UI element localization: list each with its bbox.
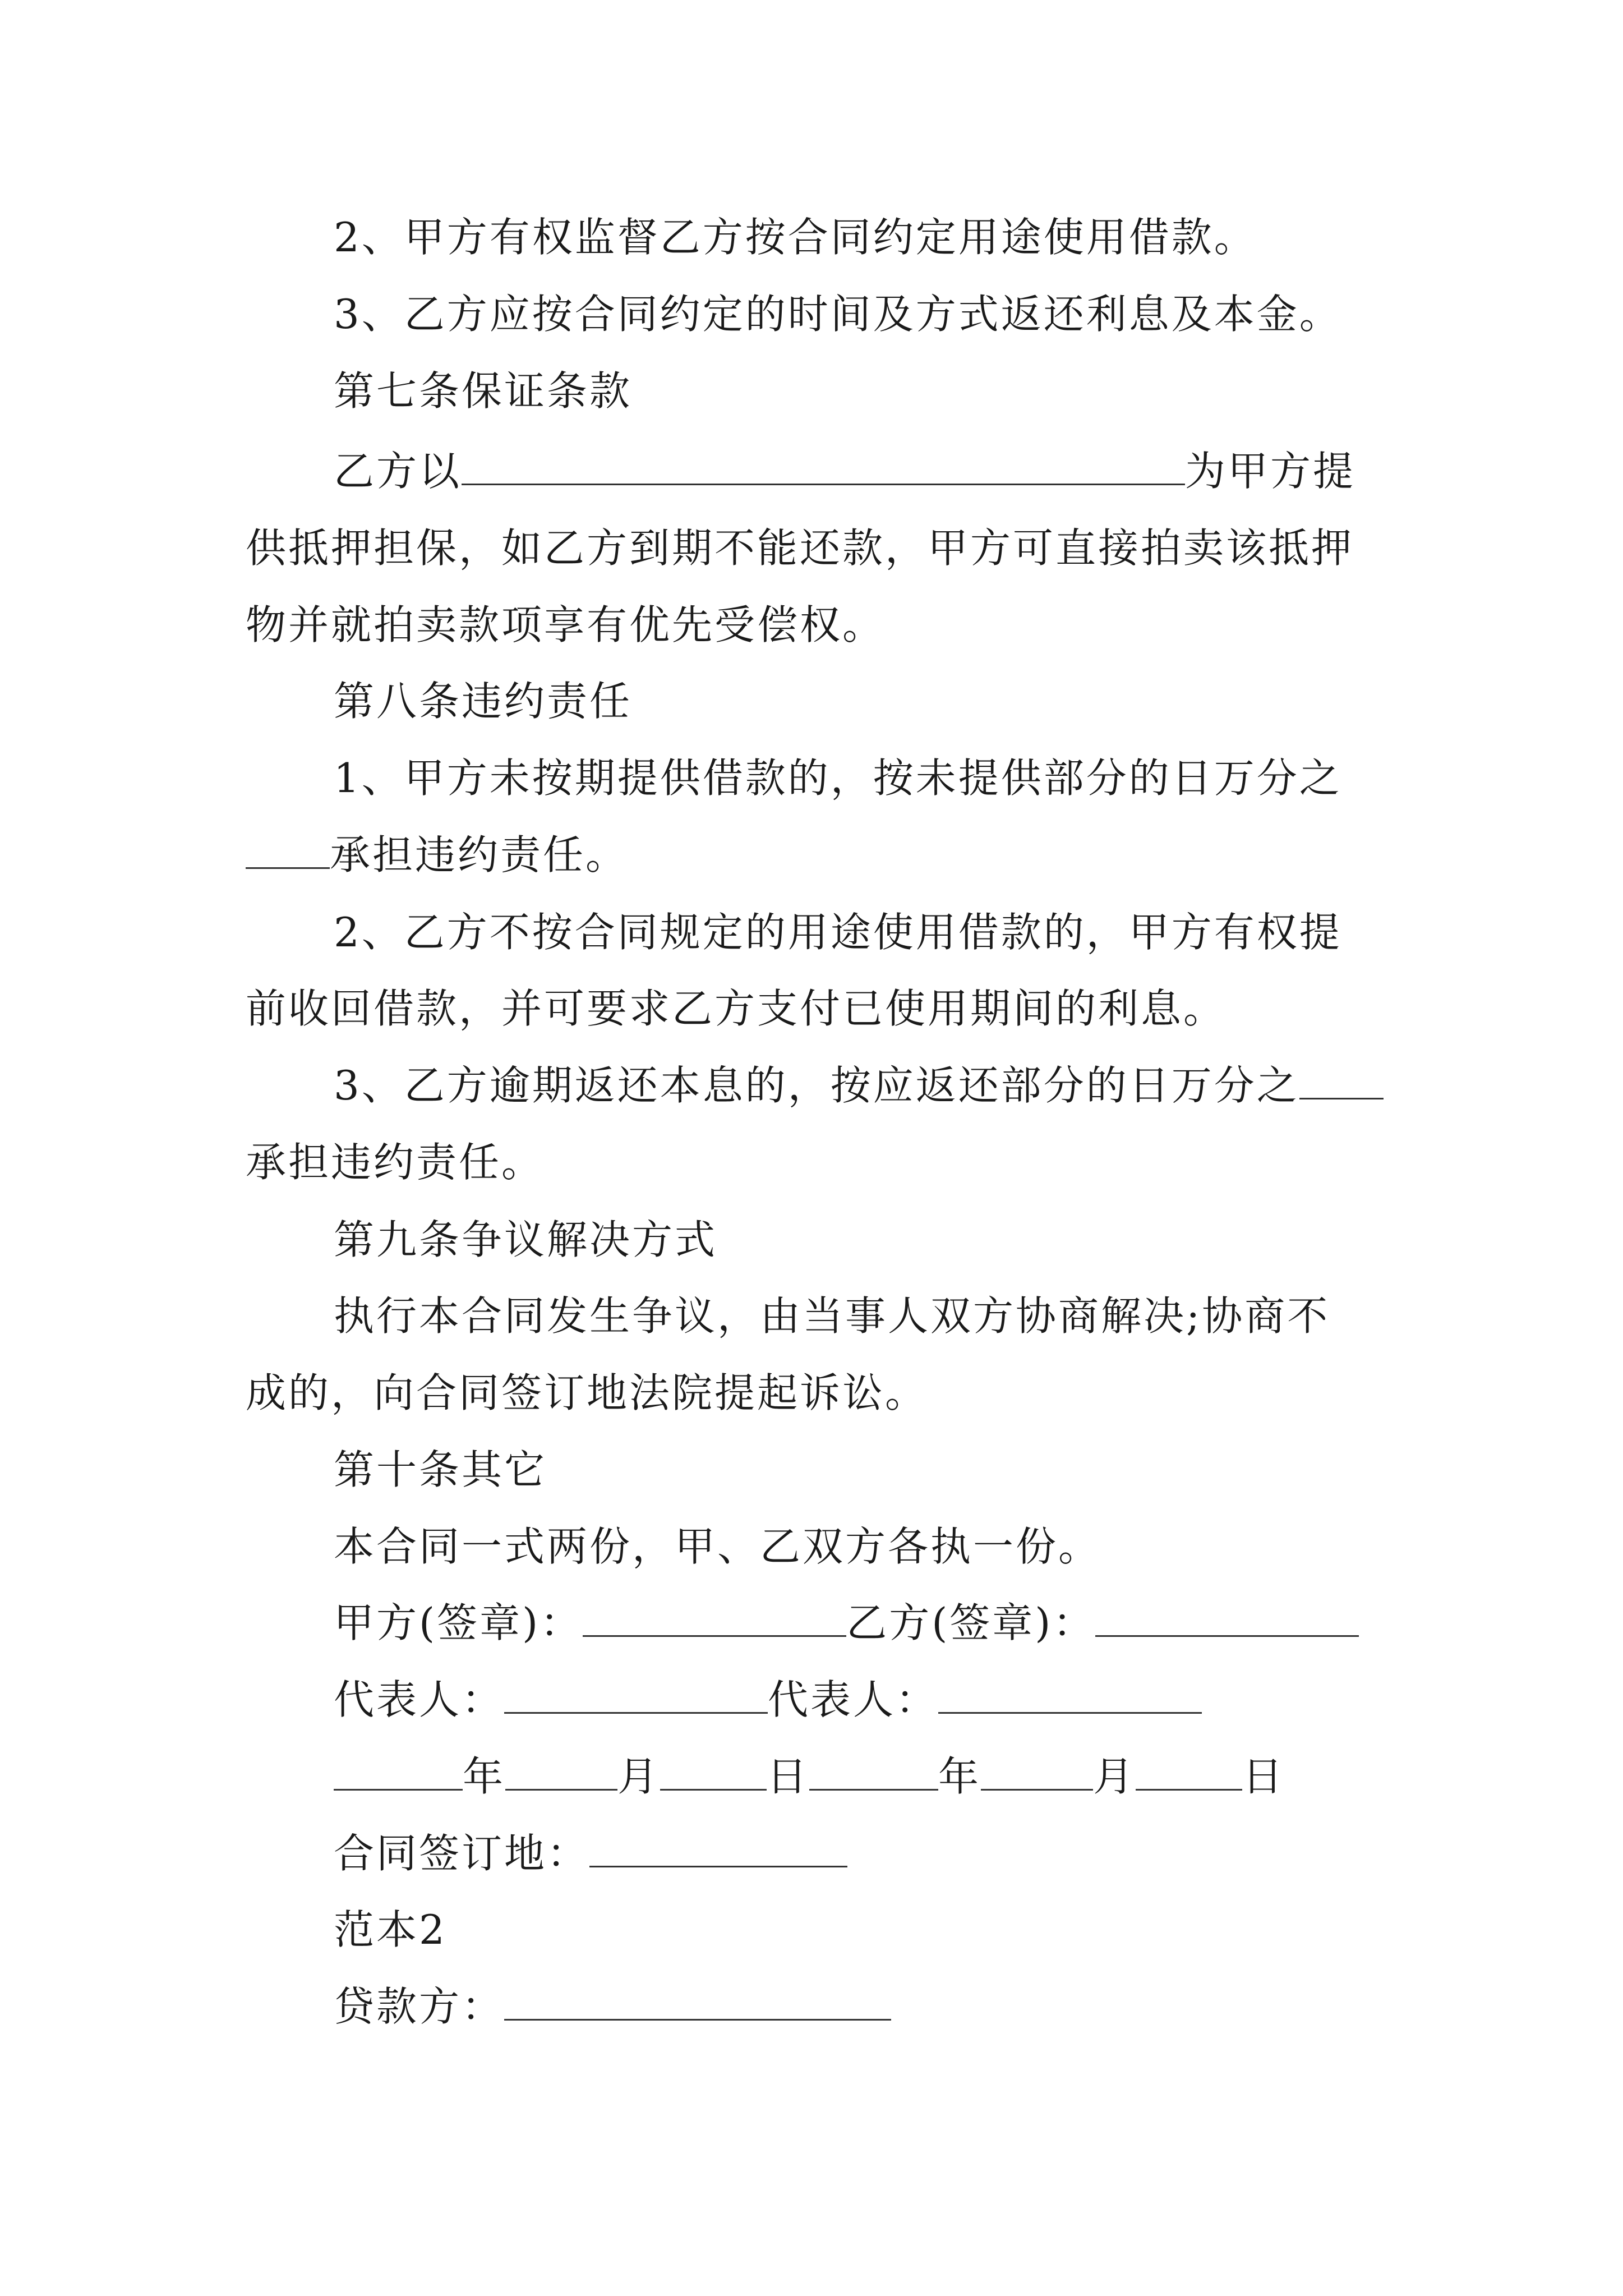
party-b-signature-blank — [1095, 1599, 1359, 1637]
clause-8-heading: 第八条违约责任 — [334, 678, 633, 725]
party-b-day-label: 日 — [1242, 1753, 1285, 1800]
clause-8-item-1-end: 承担违约责任。 — [330, 831, 629, 878]
clause-7-text-end: 为甲方提 — [1185, 448, 1356, 495]
clause-8-item-2-line-1: 2、乙方不按合同规定的用途使用借款的，甲方有权提 — [334, 909, 1342, 956]
party-a-day-blank — [660, 1753, 767, 1791]
party-b-month-label: 月 — [1093, 1753, 1136, 1800]
clause-8-item-1-line-1: 1、甲方未按期提供借款的，按未提供部分的日万分之 — [334, 754, 1342, 802]
lender-line — [334, 1978, 891, 2035]
clause-10-text: 本合同一式两份，甲、乙双方各执一份。 — [334, 1523, 1101, 1570]
clause-7-text-line-3: 物并就拍卖款项享有优先受偿权。 — [246, 601, 886, 648]
lender-blank — [504, 1983, 891, 2021]
collateral-blank — [462, 448, 1185, 485]
template-2-heading: 范本2 — [334, 1906, 447, 1953]
rate-blank-2 — [1299, 1062, 1384, 1099]
signing-place-line — [334, 1825, 847, 1881]
party-a-representative-label: 代表人： — [334, 1676, 505, 1723]
clause-7-text-line-1 — [334, 443, 1355, 499]
party-a-representative-blank — [504, 1676, 768, 1714]
signing-place-label: 合同签订地： — [334, 1830, 590, 1877]
clause-9-heading: 第九条争议解决方式 — [334, 1216, 718, 1263]
party-a-month-label: 月 — [617, 1753, 661, 1800]
party-a-day-label: 日 — [767, 1753, 810, 1800]
party-b-day-blank — [1136, 1753, 1242, 1791]
rate-blank-1 — [246, 831, 330, 869]
clause-10-heading: 第十条其它 — [334, 1446, 547, 1493]
representative-line — [334, 1672, 1202, 1728]
party-b-year-blank — [809, 1753, 938, 1791]
clause-8-item-1-line-2 — [246, 827, 628, 883]
clause-6-item-2: 2、甲方有权监督乙方按合同约定用途使用借款。 — [334, 214, 1257, 261]
signing-place-blank — [589, 1830, 847, 1867]
party-a-year-label: 年 — [463, 1753, 506, 1800]
clause-9-text-line-2: 成的，向合同签订地法院提起诉讼。 — [246, 1369, 928, 1416]
clause-8-item-3-start: 3、乙方逾期返还本息的，按应返还部分的日万分之 — [334, 1062, 1299, 1109]
party-a-signature-blank — [583, 1599, 846, 1637]
clause-7-text-line-2: 供抵押担保，如乙方到期不能还款，甲方可直接拍卖该抵押 — [246, 524, 1354, 572]
party-a-label: 甲方(签章)： — [334, 1599, 583, 1646]
clause-7-text-start: 乙方以 — [334, 448, 462, 495]
clause-6-item-3: 3、乙方应按合同约定的时间及方式返还利息及本金。 — [334, 291, 1342, 338]
party-b-year-label: 年 — [938, 1753, 981, 1800]
party-b-representative-blank — [938, 1676, 1202, 1714]
clause-8-item-2-line-2: 前收回借款，并可要求乙方支付已使用期间的利息。 — [246, 985, 1227, 1032]
signature-line — [334, 1595, 1359, 1651]
party-b-representative-label: 代表人： — [768, 1676, 939, 1723]
party-b-month-blank — [981, 1753, 1093, 1791]
clause-8-item-3-line-2: 承担违约责任。 — [246, 1139, 545, 1186]
clause-8-item-3-line-1 — [334, 1057, 1384, 1114]
party-b-label: 乙方(签章)： — [846, 1599, 1096, 1646]
lender-label: 贷款方： — [334, 1983, 505, 2030]
party-a-month-blank — [505, 1753, 617, 1791]
date-line — [334, 1749, 1285, 1805]
clause-7-heading: 第七条保证条款 — [334, 367, 633, 415]
party-a-year-blank — [334, 1753, 463, 1791]
clause-9-text-line-1: 执行本合同发生争议，由当事人双方协商解决;协商不 — [334, 1292, 1330, 1340]
